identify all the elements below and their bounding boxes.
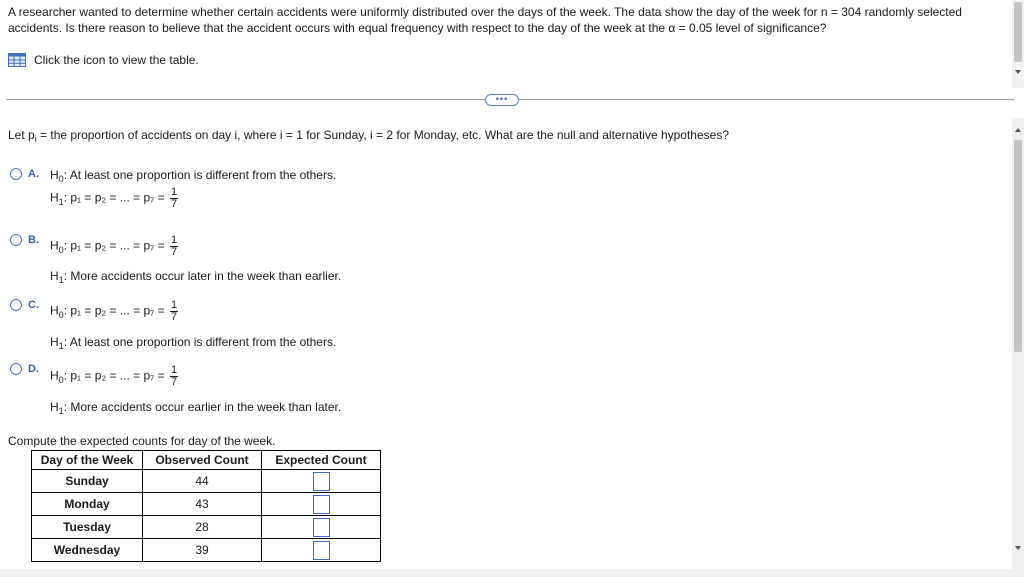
fraction-one-seventh: $\frac{1}{7}$ (170, 299, 178, 323)
scrollbar-thumb[interactable] (1014, 140, 1022, 352)
bottom-scrollbar[interactable] (1012, 118, 1024, 570)
day-cell: Monday (32, 493, 143, 516)
option-c-radio[interactable] (10, 299, 22, 311)
observed-cell: 28 (143, 516, 262, 539)
option-d-h1[interactable]: $H_1$: More accidents occur earlier in the week than later. (50, 400, 342, 416)
option-a-h1[interactable]: $H_1$: p₁ = p₂ = ... = p₇ = $\frac{1}{7}$ (50, 186, 178, 210)
horizontal-scrollbar[interactable] (0, 569, 1024, 577)
option-b-radio[interactable] (10, 234, 22, 246)
expected-count-input[interactable] (313, 518, 330, 537)
scroll-down-icon[interactable] (1015, 70, 1021, 74)
expected-counts-title: Compute the expected counts for day of the week. (8, 434, 276, 448)
expected-count-input[interactable] (313, 541, 330, 560)
expected-count-input[interactable] (313, 495, 330, 514)
option-b-letter[interactable]: B. (28, 234, 39, 246)
scroll-up-icon[interactable] (1015, 128, 1021, 132)
expected-counts-table (31, 450, 381, 562)
expected-count-input[interactable] (313, 472, 330, 491)
table-icon[interactable] (8, 53, 26, 67)
top-scrollbar[interactable] (1012, 0, 1024, 88)
hypothesis-prompt: Let $p_i$ = the proportion of accidents on day i, where i = 1 for Sunday, i = 2 for Monday, etc. What are the null and alternative hypotheses? (8, 128, 729, 144)
table-row (32, 539, 381, 562)
option-c-letter[interactable]: C. (28, 299, 39, 311)
column-header: Expected Count (262, 451, 381, 470)
option-d-letter[interactable]: D. (28, 363, 39, 375)
fraction-one-seventh: $\frac{1}{7}$ (170, 234, 178, 258)
option-c-h0[interactable]: $H_0$: p₁ = p₂ = ... = p₇ = $\frac{1}{7}$ (50, 299, 178, 323)
day-cell: Wednesday (32, 539, 143, 562)
table-row (32, 470, 381, 493)
option-a-letter[interactable]: A. (28, 168, 39, 180)
question-text: A researcher wanted to determine whether certain accidents were uniformly distributed over the days of the week. The data show the day of the week for n = 304 randomly selected accidents. Is there reason to believe that the accident occurs with equal frequency with respect to the day of the week at the α = 0.05 level of significance? (8, 5, 962, 35)
observed-cell: 43 (143, 493, 262, 516)
option-c-h1[interactable]: $H_1$: At least one proportion is different from the others. (50, 335, 337, 351)
option-b-h1[interactable]: $H_1$: More accidents occur later in the week than earlier. (50, 269, 342, 285)
table-row (32, 516, 381, 539)
observed-cell: 39 (143, 539, 262, 562)
table-row (32, 493, 381, 516)
observed-cell: 44 (143, 470, 262, 493)
option-d-h0[interactable]: $H_0$: p₁ = p₂ = ... = p₇ = $\frac{1}{7}$ (50, 364, 178, 388)
column-header: Observed Count (143, 451, 262, 470)
scroll-down-icon[interactable] (1015, 546, 1021, 550)
option-a-radio[interactable] (10, 168, 22, 180)
view-table-link[interactable] (8, 53, 199, 67)
day-cell: Tuesday (32, 516, 143, 539)
option-d-radio[interactable] (10, 363, 22, 375)
scrollbar-thumb[interactable] (1014, 2, 1022, 62)
view-table-label[interactable]: Click the icon to view the table. (34, 53, 199, 67)
expand-button[interactable]: ••• (485, 94, 519, 106)
day-cell: Sunday (32, 470, 143, 493)
option-a-h0[interactable]: $H_0$: At least one proportion is different from the others. (50, 168, 337, 184)
option-b-h0[interactable]: $H_0$: p₁ = p₂ = ... = p₇ = $\frac{1}{7}$ (50, 234, 178, 258)
fraction-one-seventh: $\frac{1}{7}$ (170, 186, 178, 210)
fraction-one-seventh: $\frac{1}{7}$ (170, 364, 178, 388)
column-header: Day of the Week (32, 451, 143, 470)
